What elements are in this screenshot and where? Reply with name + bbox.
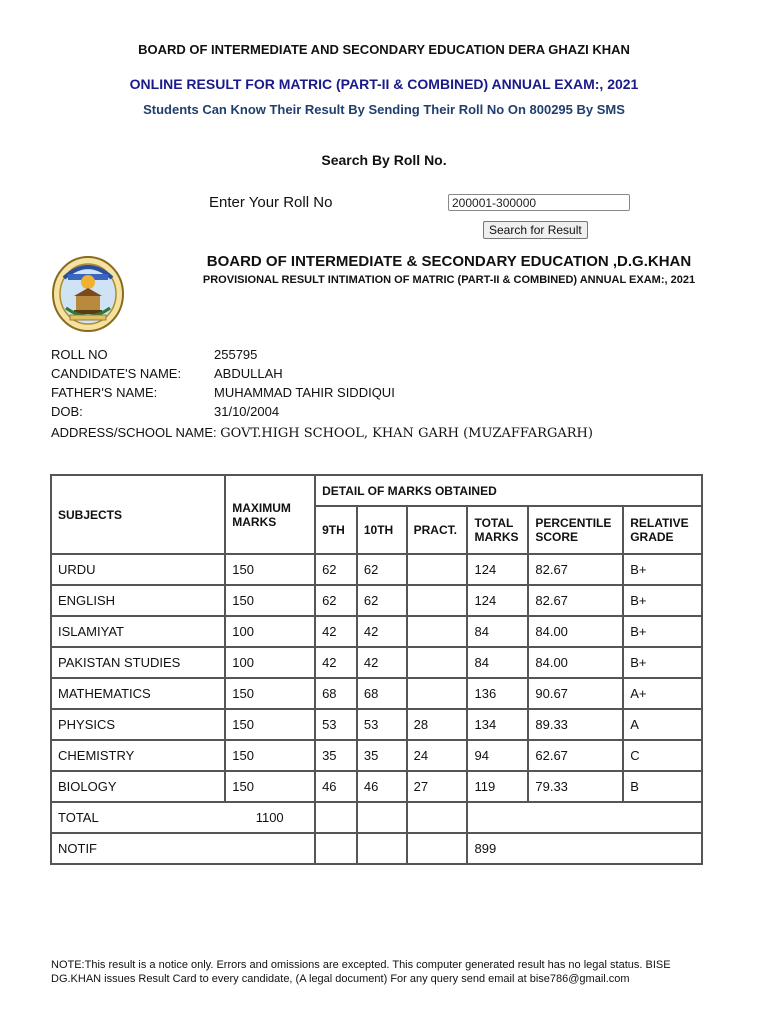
pract-marks-cell xyxy=(407,554,468,585)
empty-cell xyxy=(407,802,468,833)
tenth-marks-cell: 42 xyxy=(357,616,407,647)
grade-cell: A xyxy=(623,709,702,740)
detail-header: DETAIL OF MARKS OBTAINED xyxy=(315,475,702,506)
percentile-cell: 89.33 xyxy=(528,709,623,740)
total-label: TOTAL xyxy=(58,810,99,825)
tenth-marks-cell: 68 xyxy=(357,678,407,709)
pract-marks-cell xyxy=(407,647,468,678)
subject-cell: MATHEMATICS xyxy=(51,678,225,709)
empty-cell xyxy=(357,833,407,864)
percentile-header: PERCENTILE SCORE xyxy=(528,506,623,554)
pract-marks-cell xyxy=(407,585,468,616)
pract-marks-cell: 27 xyxy=(407,771,468,802)
total-row xyxy=(51,802,702,833)
father-name-value: MUHAMMAD TAHIR SIDDIQUI xyxy=(214,385,395,400)
candidate-name-row xyxy=(51,364,283,383)
max-marks-cell: 150 xyxy=(225,771,315,802)
pract-header: PRACT. xyxy=(407,506,468,554)
pract-marks-cell xyxy=(407,678,468,709)
grade-cell: A+ xyxy=(623,678,702,709)
roll-no-value: 255795 xyxy=(214,347,258,362)
grade-cell: B xyxy=(623,771,702,802)
sms-notice: Students Can Know Their Result By Sending Their Roll No On 800295 By SMS xyxy=(143,102,625,117)
total-marks-cell: 84 xyxy=(467,616,528,647)
page-heading: BOARD OF INTERMEDIATE AND SECONDARY EDUCATION DERA GHAZI KHAN xyxy=(138,42,630,57)
tenth-marks-cell: 35 xyxy=(357,740,407,771)
marks-table xyxy=(50,474,703,865)
total-value: 1100 xyxy=(255,810,284,825)
max-marks-cell: 150 xyxy=(225,678,315,709)
tenth-header: 10TH xyxy=(357,506,407,554)
subject-cell: PAKISTAN STUDIES xyxy=(51,647,225,678)
table-row xyxy=(51,616,702,647)
tenth-marks-cell: 46 xyxy=(357,771,407,802)
dob-label: DOB: xyxy=(51,404,83,419)
tenth-marks-cell: 53 xyxy=(357,709,407,740)
max-marks-cell: 100 xyxy=(225,616,315,647)
tenth-marks-cell: 62 xyxy=(357,554,407,585)
percentile-cell: 62.67 xyxy=(528,740,623,771)
table-header-row xyxy=(51,475,702,506)
pract-marks-cell xyxy=(407,616,468,647)
address-label: ADDRESS/SCHOOL NAME: xyxy=(51,425,217,440)
disclaimer-note: NOTE:This result is a notice only. Errors and omissions are excepted. This computer generated result has no legal status. BISE DG.KHAN issues Result Card to every candidate, (A legal document) For any query send email at bise786@gmail.com xyxy=(51,959,671,985)
search-for-result-button[interactable]: Search for Result xyxy=(483,221,588,239)
percentile-cell: 84.00 xyxy=(528,616,623,647)
subjects-header: SUBJECTS xyxy=(51,475,225,554)
grade-cell: C xyxy=(623,740,702,771)
subject-cell: URDU xyxy=(51,554,225,585)
total-marks-cell: 134 xyxy=(467,709,528,740)
max-marks-cell: 150 xyxy=(225,740,315,771)
grade-cell: B+ xyxy=(623,616,702,647)
total-marks-cell: 119 xyxy=(467,771,528,802)
table-row xyxy=(51,678,702,709)
address-row xyxy=(51,423,593,443)
tenth-marks-cell: 42 xyxy=(357,647,407,678)
grade-cell: B+ xyxy=(623,585,702,616)
table-row xyxy=(51,709,702,740)
roll-no-field-label: ROLL NO xyxy=(51,347,108,362)
empty-cell xyxy=(315,802,357,833)
ninth-marks-cell: 35 xyxy=(315,740,357,771)
total-marks-cell: 94 xyxy=(467,740,528,771)
board-logo-icon xyxy=(50,252,126,332)
notif-label: NOTIF xyxy=(51,833,315,864)
father-name-row xyxy=(51,383,395,402)
total-marks-cell: 124 xyxy=(467,554,528,585)
max-marks-cell: 150 xyxy=(225,709,315,740)
pract-marks-cell: 24 xyxy=(407,740,468,771)
candidate-name-label: CANDIDATE'S NAME: xyxy=(51,366,182,381)
subject-cell: CHEMISTRY xyxy=(51,740,225,771)
max-marks-cell: 150 xyxy=(225,585,315,616)
ninth-marks-cell: 46 xyxy=(315,771,357,802)
max-marks-cell: 100 xyxy=(225,647,315,678)
ninth-marks-cell: 68 xyxy=(315,678,357,709)
roll-no-input[interactable] xyxy=(448,194,630,211)
max-marks-header: MAXIMUM MARKS xyxy=(225,475,315,554)
grade-cell: B+ xyxy=(623,647,702,678)
candidate-name-value: ABDULLAH xyxy=(214,366,283,381)
table-row xyxy=(51,585,702,616)
subject-cell: ISLAMIYAT xyxy=(51,616,225,647)
table-row xyxy=(51,647,702,678)
roll-no-label: Enter Your Roll No xyxy=(209,194,333,211)
ninth-marks-cell: 53 xyxy=(315,709,357,740)
ninth-marks-cell: 42 xyxy=(315,616,357,647)
search-title: Search By Roll No. xyxy=(321,152,447,168)
empty-cell xyxy=(357,802,407,833)
table-row xyxy=(51,554,702,585)
dob-row xyxy=(51,402,279,421)
tenth-marks-cell: 62 xyxy=(357,585,407,616)
ninth-header: 9TH xyxy=(315,506,357,554)
board-title: BOARD OF INTERMEDIATE & SECONDARY EDUCATION ,D.G.KHAN xyxy=(206,253,692,270)
empty-cell xyxy=(407,833,468,864)
total-marks-cell: 136 xyxy=(467,678,528,709)
grade-cell: B+ xyxy=(623,554,702,585)
address-value: GOVT.HIGH SCHOOL, KHAN GARH (MUZAFFARGARH) xyxy=(220,426,593,441)
total-marks-cell: 124 xyxy=(467,585,528,616)
result-intimation-title: PROVISIONAL RESULT INTIMATION OF MATRIC (PART-II & COMBINED) ANNUAL EXAM:, 2021 xyxy=(202,274,696,286)
percentile-cell: 90.67 xyxy=(528,678,623,709)
max-marks-cell: 150 xyxy=(225,554,315,585)
empty-cell xyxy=(467,802,702,833)
total-marks-header: TOTAL MARKS xyxy=(467,506,528,554)
table-row xyxy=(51,771,702,802)
dob-value: 31/10/2004 xyxy=(214,404,280,419)
percentile-cell: 84.00 xyxy=(528,647,623,678)
total-marks-cell: 84 xyxy=(467,647,528,678)
ninth-marks-cell: 42 xyxy=(315,647,357,678)
ninth-marks-cell: 62 xyxy=(315,554,357,585)
roll-no-row xyxy=(51,345,257,364)
exam-title: ONLINE RESULT FOR MATRIC (PART-II & COMBINED) ANNUAL EXAM:, 2021 xyxy=(129,76,639,92)
grade-header: RELATIVE GRADE xyxy=(623,506,702,554)
percentile-cell: 82.67 xyxy=(528,585,623,616)
notif-value: 899 xyxy=(467,833,702,864)
percentile-cell: 79.33 xyxy=(528,771,623,802)
subject-cell: BIOLOGY xyxy=(51,771,225,802)
table-row xyxy=(51,740,702,771)
total-cell xyxy=(51,802,315,833)
ninth-marks-cell: 62 xyxy=(315,585,357,616)
notif-row xyxy=(51,833,702,864)
empty-cell xyxy=(315,833,357,864)
father-name-label: FATHER'S NAME: xyxy=(51,385,158,400)
percentile-cell: 82.67 xyxy=(528,554,623,585)
subject-cell: PHYSICS xyxy=(51,709,225,740)
subject-cell: ENGLISH xyxy=(51,585,225,616)
pract-marks-cell: 28 xyxy=(407,709,468,740)
